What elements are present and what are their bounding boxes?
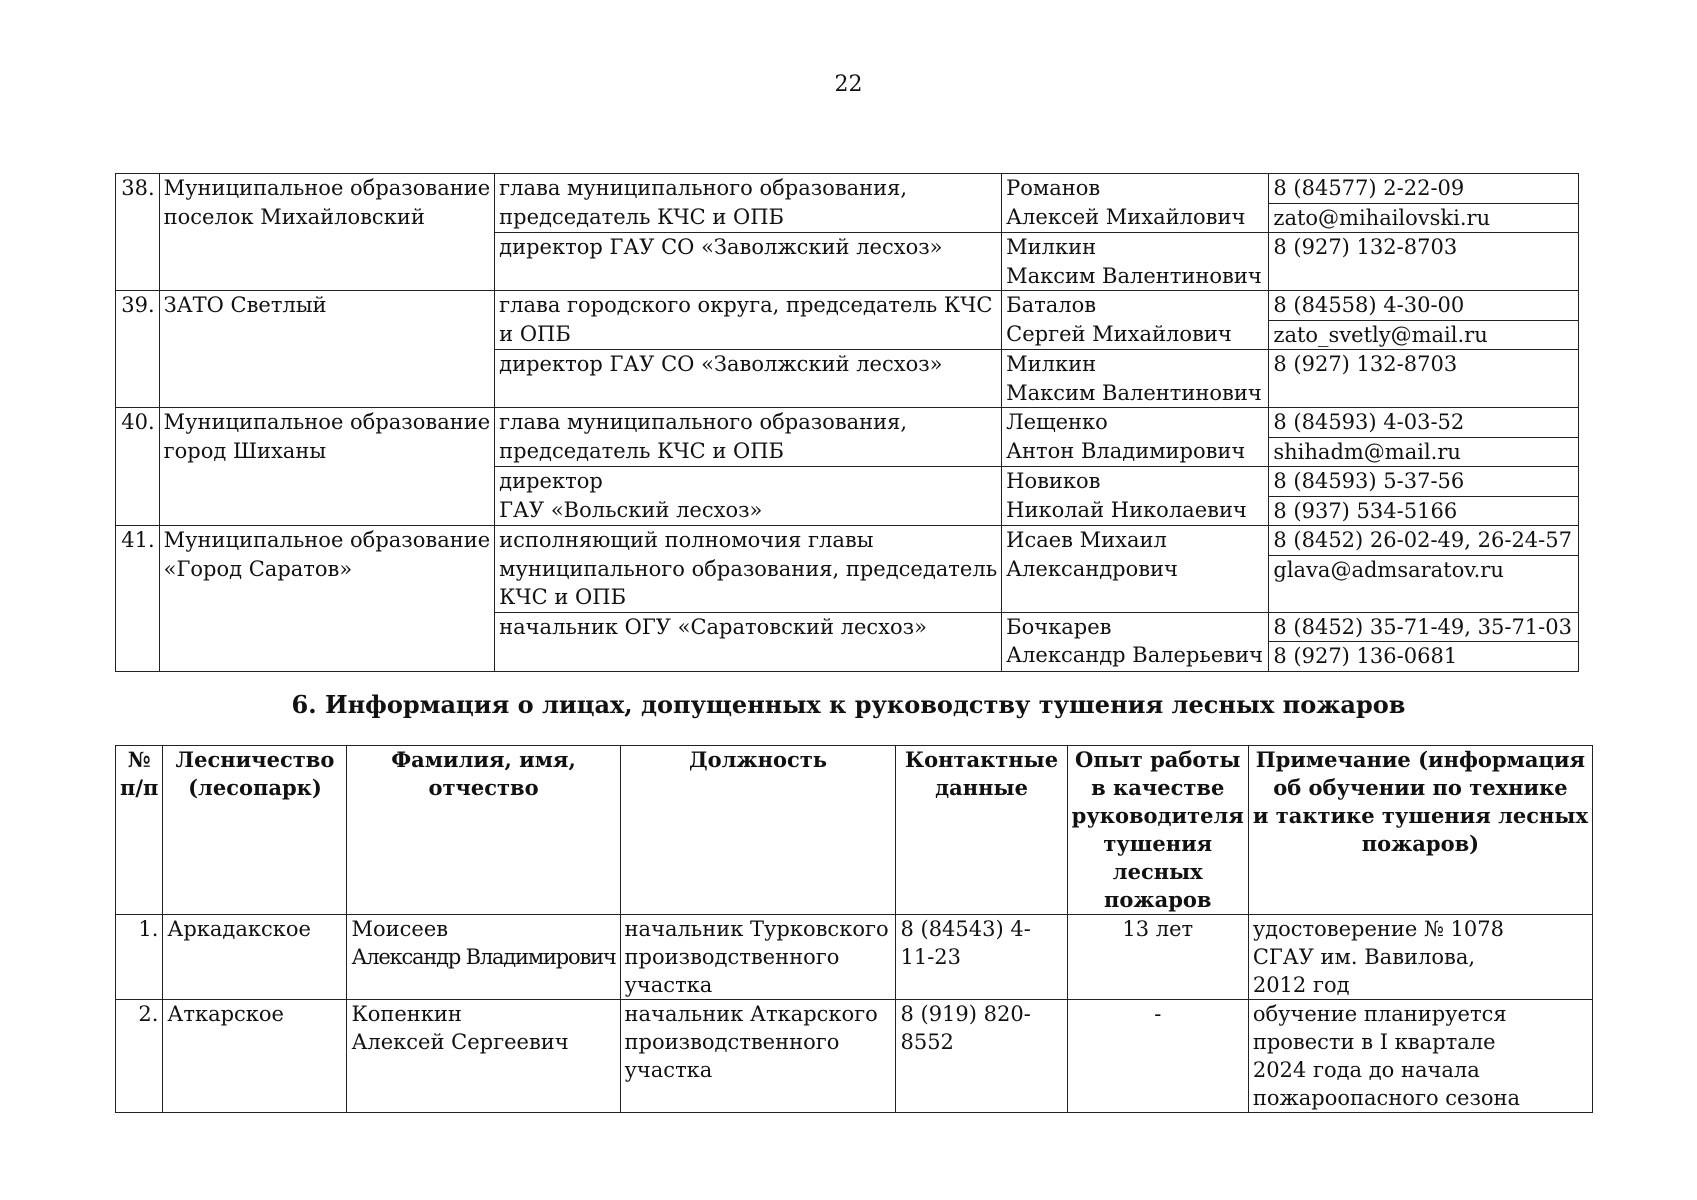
fullname-cell (1002, 233, 1269, 291)
column-header-line: в качестве (1091, 775, 1225, 800)
column-header-line: Примечание (информация (1255, 747, 1586, 772)
note-text: провести в I квартале (1252, 1030, 1496, 1054)
column-header (116, 746, 163, 915)
position-cell (495, 174, 1002, 233)
person-name: Алексей Сергеевич (351, 1030, 569, 1054)
person-name: Максим Валентинович (1006, 380, 1262, 405)
contact-cell (1269, 467, 1579, 526)
fullname-cell (1002, 612, 1269, 671)
fullname-cell (1002, 350, 1269, 408)
column-header (896, 746, 1067, 915)
person-name: Лещенко (1006, 410, 1108, 434)
contact-line: 8 (8452) 26-02-49, 26-24-57 (1273, 528, 1572, 552)
position-text: директор (499, 469, 603, 493)
contact-cell (1269, 291, 1579, 350)
position-text: председатель КЧС и ОПБ (499, 204, 784, 229)
person-name: Максим Валентинович (1006, 263, 1262, 288)
page-number: 22 (834, 72, 863, 97)
column-header-line: пожаров) (1361, 831, 1480, 856)
row-number: 2. (116, 1000, 163, 1113)
municipality-name: ЗАТО Светлый (163, 293, 327, 317)
municipality-name: Муниципальное образование (163, 528, 491, 552)
column-header-line: Контактные (905, 747, 1059, 772)
column-header-line: п/п (120, 775, 159, 800)
column-header-line: данные (935, 775, 1028, 800)
contact-row (116, 174, 1579, 233)
experience-cell: 13 лет (1067, 915, 1248, 1000)
section-title: 6. Информация о лицах, допущенных к руководству тушения лесных пожаров (291, 690, 1406, 719)
municipality-cell (159, 526, 495, 672)
column-header (620, 746, 896, 915)
row-number: 1. (116, 915, 163, 1000)
person-name: Новиков (1006, 469, 1101, 493)
municipality-name: поселок Михайловский (163, 204, 425, 229)
contact-cell: 8 (919) 820-8552 (896, 1000, 1067, 1113)
position-text: директор ГАУ СО «Заволжский лесхоз» (499, 235, 943, 259)
person-name: Александр Владимирович (351, 945, 616, 969)
person-name: Баталов (1006, 293, 1097, 317)
staff-row (116, 915, 1593, 1000)
contact-cell (1269, 233, 1579, 291)
position-cell (495, 526, 1002, 613)
position-text: глава муниципального образования, (499, 410, 908, 434)
person-name: Алексей Михайлович (1006, 204, 1246, 229)
position-text: глава муниципального образования, (499, 176, 908, 200)
position-text: ГАУ «Вольский лесхоз» (499, 497, 763, 522)
column-header-line: пожаров (1104, 887, 1212, 912)
row-number: 40. (116, 408, 160, 526)
position-text: начальник Турковского (624, 917, 889, 941)
position-text: КЧС и ОПБ (499, 585, 627, 609)
municipality-name: «Город Саратов» (163, 556, 353, 581)
fullname-cell (347, 915, 620, 1000)
note-cell (1248, 1000, 1592, 1113)
position-text: участка (624, 973, 713, 997)
note-text: пожароопасного сезона (1252, 1086, 1521, 1110)
position-cell (495, 467, 1002, 526)
row-number: 41. (116, 526, 160, 672)
note-text: СГАУ им. Вавилова, (1252, 945, 1476, 969)
person-name: Николай Николаевич (1006, 497, 1247, 522)
position-text: начальник ОГУ «Саратовский лесхоз» (499, 614, 927, 639)
contact-cell (1269, 612, 1579, 671)
contact-row (116, 291, 1579, 350)
municipality-name: Муниципальное образование (163, 176, 491, 200)
column-header-line: руководителя (1071, 803, 1244, 828)
note-text: обучение планируется (1252, 1002, 1507, 1026)
fullname-cell (1002, 408, 1269, 467)
position-text: председатель КЧС и ОПБ (499, 438, 784, 463)
contact-line: 8 (84593) 4-03-52 (1273, 410, 1465, 434)
position-text: производственного (624, 1030, 840, 1054)
municipality-cell (159, 174, 495, 291)
position-cell (620, 915, 896, 1000)
position-text: участка (624, 1058, 713, 1082)
person-name: Моисеев (351, 917, 449, 941)
person-name: Милкин (1006, 235, 1097, 259)
fullname-cell (1002, 467, 1269, 526)
column-header-line: тушения (1103, 831, 1213, 856)
column-header-line: Фамилия, имя, (391, 747, 576, 772)
contact-cell (1269, 408, 1579, 467)
contact-row (116, 526, 1579, 613)
staff-table (115, 745, 1593, 1113)
column-header-line: № (127, 747, 151, 772)
contact-row (116, 408, 1579, 467)
municipality-cell (159, 291, 495, 408)
position-cell (495, 408, 1002, 467)
contact-cell: 8 (84543) 4-11-23 (896, 915, 1067, 1000)
position-cell (495, 612, 1002, 671)
column-header-line: об обучении по технике (1273, 775, 1568, 800)
column-header-line: Опыт работы (1075, 747, 1241, 772)
contact-line: glava@admsaratov.ru (1269, 555, 1578, 585)
municipality-name: Муниципальное образование (163, 410, 491, 434)
contact-line: zato@mihailovski.ru (1269, 203, 1578, 233)
person-name: Милкин (1006, 352, 1097, 376)
note-text: 2024 года до начала (1252, 1058, 1480, 1082)
contact-line: shihadm@mail.ru (1269, 437, 1578, 467)
municipality-name: город Шиханы (163, 438, 327, 463)
contact-line: 8 (927) 132-8703 (1273, 235, 1458, 259)
person-name: Бочкарев (1006, 614, 1112, 639)
staff-row (116, 1000, 1593, 1113)
position-cell (495, 233, 1002, 291)
contact-cell (1269, 350, 1579, 408)
position-text: и ОПБ (499, 321, 571, 346)
position-cell (495, 291, 1002, 350)
position-cell (495, 350, 1002, 408)
column-header-line: (лесопарк) (188, 775, 322, 800)
row-number: 38. (116, 174, 160, 291)
person-name: Александр Валерьевич (1006, 643, 1263, 667)
column-header-line: и тактике тушения лесных (1252, 803, 1588, 828)
fullname-cell (347, 1000, 620, 1113)
column-header (1067, 746, 1248, 915)
column-header-line: Должность (688, 747, 828, 772)
position-text: исполняющий полномочия главы (499, 528, 874, 552)
fullname-cell (1002, 526, 1269, 613)
contact-line: 8 (8452) 35-71-49, 35-71-03 (1273, 614, 1572, 639)
position-text: директор ГАУ СО «Заволжский лесхоз» (499, 352, 943, 376)
contact-line: 8 (84558) 4-30-00 (1273, 293, 1465, 317)
contact-line: 8 (937) 534-5166 (1269, 496, 1578, 526)
position-text: производственного (624, 945, 840, 969)
municipality-cell (159, 408, 495, 526)
contact-line: 8 (927) 136-0681 (1269, 641, 1578, 671)
contact-line: zato_svetly@mail.ru (1269, 320, 1578, 350)
person-name: Копенкин (351, 1002, 462, 1026)
contacts-table (115, 173, 1579, 672)
row-number: 39. (116, 291, 160, 408)
contact-line: 8 (927) 132-8703 (1273, 352, 1458, 376)
experience-cell: - (1067, 1000, 1248, 1113)
column-header (347, 746, 620, 915)
fullname-cell (1002, 291, 1269, 350)
contact-line: 8 (84577) 2-22-09 (1273, 176, 1465, 200)
forestry-cell: Аткарское (163, 1000, 347, 1113)
person-name: Романов (1006, 176, 1101, 200)
column-header-line: отчество (428, 775, 539, 800)
column-header-line: лесных (1112, 859, 1203, 884)
note-text: удостоверение № 1078 (1252, 917, 1504, 941)
person-name: Сергей Михайлович (1006, 321, 1232, 346)
position-cell (620, 1000, 896, 1113)
position-text: муниципального образования, председатель (499, 556, 998, 581)
column-header (163, 746, 347, 915)
person-name: Антон Владимирович (1006, 438, 1246, 463)
contact-cell (1269, 526, 1579, 613)
column-header (1248, 746, 1592, 915)
note-cell (1248, 915, 1592, 1000)
contact-line: 8 (84593) 5-37-56 (1273, 469, 1465, 493)
forestry-cell: Аркадакское (163, 915, 347, 1000)
fullname-cell (1002, 174, 1269, 233)
person-name: Александрович (1006, 556, 1178, 581)
contact-cell (1269, 174, 1579, 233)
note-text: 2012 год (1252, 973, 1350, 997)
header-row (116, 746, 1593, 915)
person-name: Исаев Михаил (1006, 528, 1167, 552)
column-header-line: Лесничество (175, 747, 335, 772)
position-text: глава городского округа, председатель КЧС (499, 293, 993, 317)
position-text: начальник Аткарского (624, 1002, 878, 1026)
